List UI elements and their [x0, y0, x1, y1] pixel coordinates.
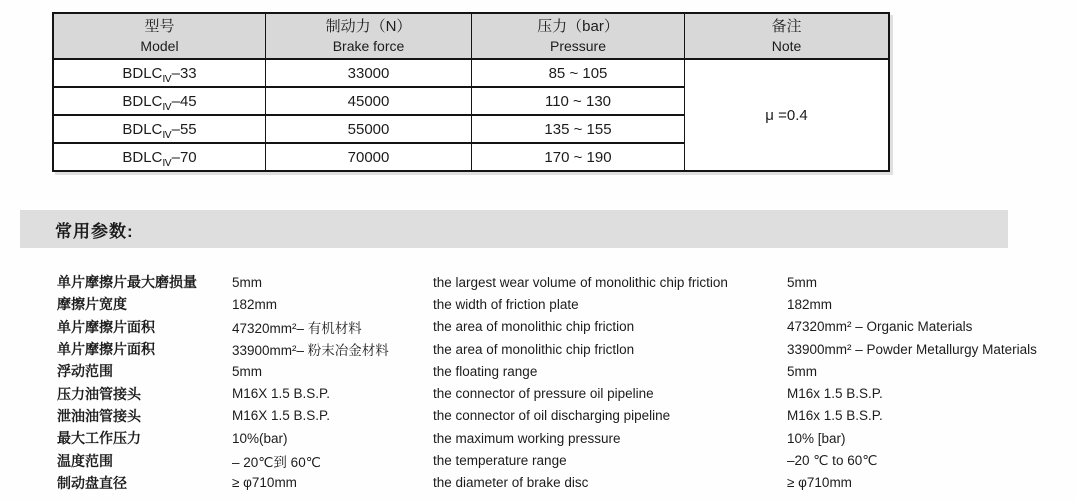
param-value-en: M16x 1.5 B.S.P.: [787, 386, 883, 402]
col-header-note-en: Note: [771, 38, 802, 54]
param-label-en: the temperature range: [433, 453, 567, 469]
param-value-zh: 33900mm²– 粉末冶金材料: [232, 343, 389, 359]
pressure-cell: 170 ~ 190: [472, 143, 685, 171]
model-cell: [53, 87, 266, 115]
model-cell: [53, 143, 266, 171]
param-value-en: 10% [bar): [787, 430, 846, 446]
pressure-cell: 135 ~ 155: [472, 115, 685, 143]
spec-table: [52, 12, 890, 172]
parameter-row: [57, 382, 1072, 404]
param-value-en: 5mm: [787, 363, 817, 379]
section-banner: [20, 210, 1008, 248]
parameter-row: [57, 338, 1072, 360]
pressure-cell: 85 ~ 105: [472, 59, 685, 87]
col-header-model-zh: 型号: [144, 18, 175, 35]
param-label-en: the maximum working pressure: [433, 430, 621, 446]
model-prefix: BDLC: [122, 120, 163, 138]
param-label-en: the area of monolithic chip friction: [433, 319, 635, 335]
brake-force-cell: 55000: [266, 115, 472, 143]
param-label-en: the diameter of brake disc: [433, 475, 589, 491]
param-value-zh: 10%(bar): [232, 430, 288, 446]
param-label-zh: 单片摩擦片面积: [57, 341, 155, 358]
col-header-brake-force-zh: 制动力（N）: [325, 18, 412, 35]
param-value-en: 5mm: [787, 274, 817, 290]
col-header-model-en: Model: [140, 38, 179, 54]
param-label-zh: 制动盘直径: [57, 474, 127, 491]
note-cell: μ =0.4: [685, 59, 890, 171]
param-label-zh: 浮动范围: [57, 363, 113, 380]
parameter-row: [57, 271, 1072, 293]
param-value-zh: 5mm: [232, 363, 262, 379]
param-label-en: the width of friction plate: [433, 296, 579, 312]
param-value-en: M16x 1.5 B.S.P.: [787, 408, 883, 424]
col-header-pressure-en: Pressure: [549, 38, 607, 54]
param-label-en: the largest wear volume of monolithic chip friction: [433, 274, 728, 290]
model-cell: [53, 115, 266, 143]
parameter-row: [57, 449, 1072, 471]
parameter-row: [57, 427, 1072, 449]
model-prefix: BDLC: [122, 64, 163, 82]
pressure-cell: 110 ~ 130: [472, 87, 685, 115]
model-suffix: –55: [171, 120, 197, 138]
param-label-zh: 摩擦片宽度: [57, 296, 127, 313]
model-suffix: –45: [171, 92, 197, 110]
parameter-row: [57, 293, 1072, 315]
col-header-note: [685, 13, 890, 59]
model-subscript: Ⅳ: [162, 157, 172, 169]
col-header-pressure-zh: 压力（bar）: [537, 18, 619, 35]
param-label-en: the floating range: [433, 363, 538, 379]
col-header-brake-force-en: Brake force: [332, 38, 405, 54]
spec-row: [53, 59, 889, 87]
param-label-zh: 单片摩擦片最大磨损量: [57, 274, 197, 291]
param-label-en: the connector of oil discharging pipeline: [433, 408, 671, 424]
param-value-en: 47320mm² – Organic Materials: [787, 319, 973, 335]
param-value-zh: ≥ φ710mm: [232, 475, 297, 491]
param-label-en: the area of monolithic chip frictlon: [433, 341, 635, 357]
model-cell: [53, 59, 266, 87]
param-value-en: –20 ℃ to 60℃: [787, 452, 878, 468]
param-value-en: 182mm: [787, 296, 833, 312]
param-label-zh: 温度范围: [57, 452, 113, 469]
col-header-brake-force: [266, 13, 472, 59]
parameter-row: [57, 405, 1072, 427]
parameter-row: [57, 316, 1072, 338]
brake-force-cell: 70000: [266, 143, 472, 171]
spec-table-header-row: [53, 13, 889, 59]
model-prefix: BDLC: [122, 148, 163, 166]
param-label-zh: 泄油油管接头: [57, 407, 141, 424]
model-subscript: Ⅳ: [162, 129, 172, 141]
brake-force-cell: 33000: [266, 59, 472, 87]
model-suffix: –33: [171, 64, 197, 82]
param-value-zh: 5mm: [232, 274, 262, 290]
parameter-row: [57, 472, 1072, 494]
brake-force-cell: 45000: [266, 87, 472, 115]
col-header-note-zh: 备注: [771, 18, 802, 35]
param-label-zh: 压力油管接头: [57, 385, 141, 402]
param-label-zh: 最大工作压力: [57, 430, 141, 447]
param-value-zh: 47320mm²– 有机材料: [232, 320, 362, 336]
model-prefix: BDLC: [122, 92, 163, 110]
param-value-en: 33900mm² – Powder Metallurgy Materials: [787, 341, 1037, 357]
parameters-list: [57, 271, 1072, 494]
col-header-pressure: [472, 13, 685, 59]
section-title: 常用参数:: [55, 221, 134, 241]
param-label-zh: 单片摩擦片面积: [57, 318, 155, 335]
param-label-en: the connector of pressure oil pipeline: [433, 386, 654, 402]
param-value-zh: M16X 1.5 B.S.P.: [232, 408, 331, 424]
model-suffix: –70: [171, 148, 197, 166]
model-subscript: Ⅳ: [162, 73, 172, 85]
param-value-zh: 182mm: [232, 296, 278, 312]
param-value-zh: M16X 1.5 B.S.P.: [232, 386, 331, 402]
model-subscript: Ⅳ: [162, 101, 172, 113]
parameter-row: [57, 360, 1072, 382]
param-value-en: ≥ φ710mm: [787, 475, 852, 491]
col-header-model: [53, 13, 266, 59]
param-value-zh: – 20℃到 60℃: [232, 454, 321, 470]
